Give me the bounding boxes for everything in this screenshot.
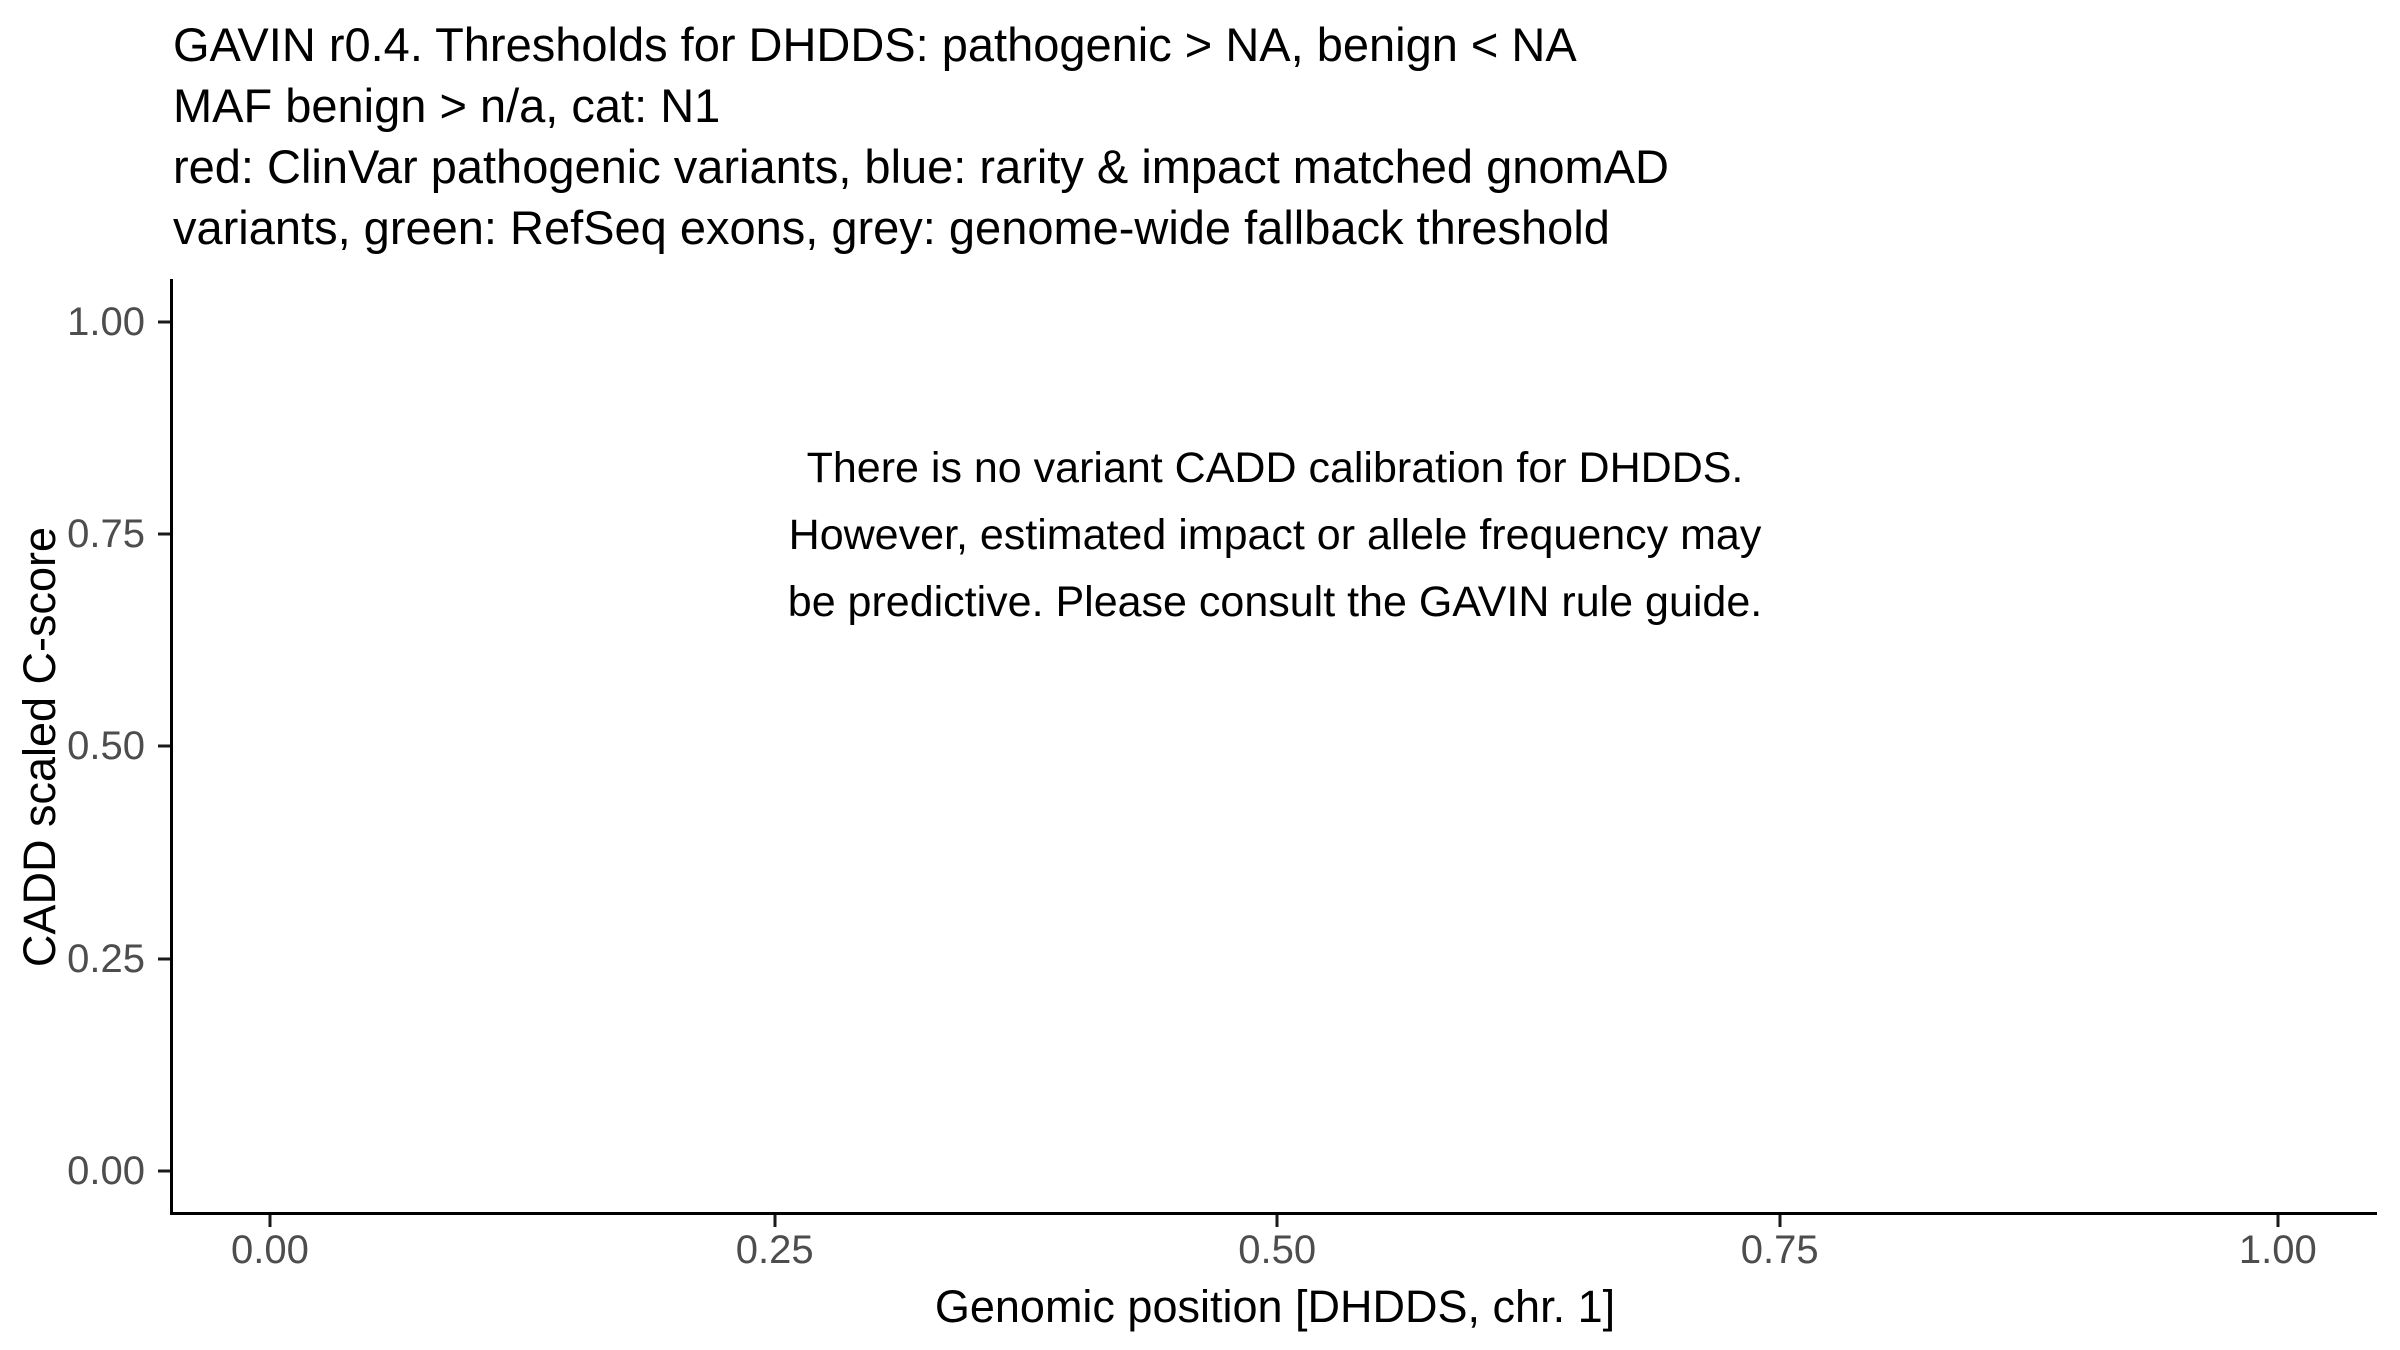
y-tick-mark [158,320,170,323]
no-calibration-annotation [173,435,2377,636]
plot-title [173,14,1669,258]
y-tick-mark [158,533,170,536]
annotation-line: However, estimated impact or allele frequency may [788,511,1762,559]
plot-title-line: MAF benign > n/a, cat: N1 [173,79,721,132]
x-tick-mark [773,1215,776,1227]
y-tick-mark [158,745,170,748]
x-axis-title: Genomic position [DHDDS, chr. 1] [934,1281,1616,1332]
x-tick-label: 0.25 [735,1228,814,1272]
y-tick-label: 0.25 [67,937,145,982]
annotation-line: There is no variant CADD calibration for DHDDS. [806,444,1744,492]
x-tick-label: 0.00 [231,1228,309,1272]
x-tick-label: 0.50 [1238,1228,1317,1272]
x-tick-mark [2276,1215,2279,1227]
y-tick-mark [158,1169,170,1172]
x-tick-mark [1778,1215,1781,1227]
y-tick-label: 0.75 [67,512,145,557]
plot-subtitle-line: red: ClinVar pathogenic variants, blue: rarity & impact matched gnomAD [173,140,1669,193]
x-tick-mark [268,1215,271,1227]
y-tick-label: 0.50 [67,724,145,769]
x-tick-label: 0.75 [1740,1228,1819,1272]
x-tick-label: 1.00 [2238,1228,2317,1272]
plot-subtitle-line: variants, green: RefSeq exons, grey: genome-wide fallback threshold [173,201,1610,254]
annotation-line: be predictive. Please consult the GAVIN rule guide. [787,578,1763,626]
y-tick-mark [158,958,170,961]
y-tick-label: 1.00 [67,299,145,344]
y-axis-title: CADD scaled C-score [14,526,65,968]
plot-title-line: GAVIN r0.4. Thresholds for DHDDS: pathogenic > NA, benign < NA [173,18,1577,71]
y-tick-label: 0.00 [67,1148,145,1193]
x-tick-mark [1276,1215,1279,1227]
plot-panel [67,279,2377,1332]
